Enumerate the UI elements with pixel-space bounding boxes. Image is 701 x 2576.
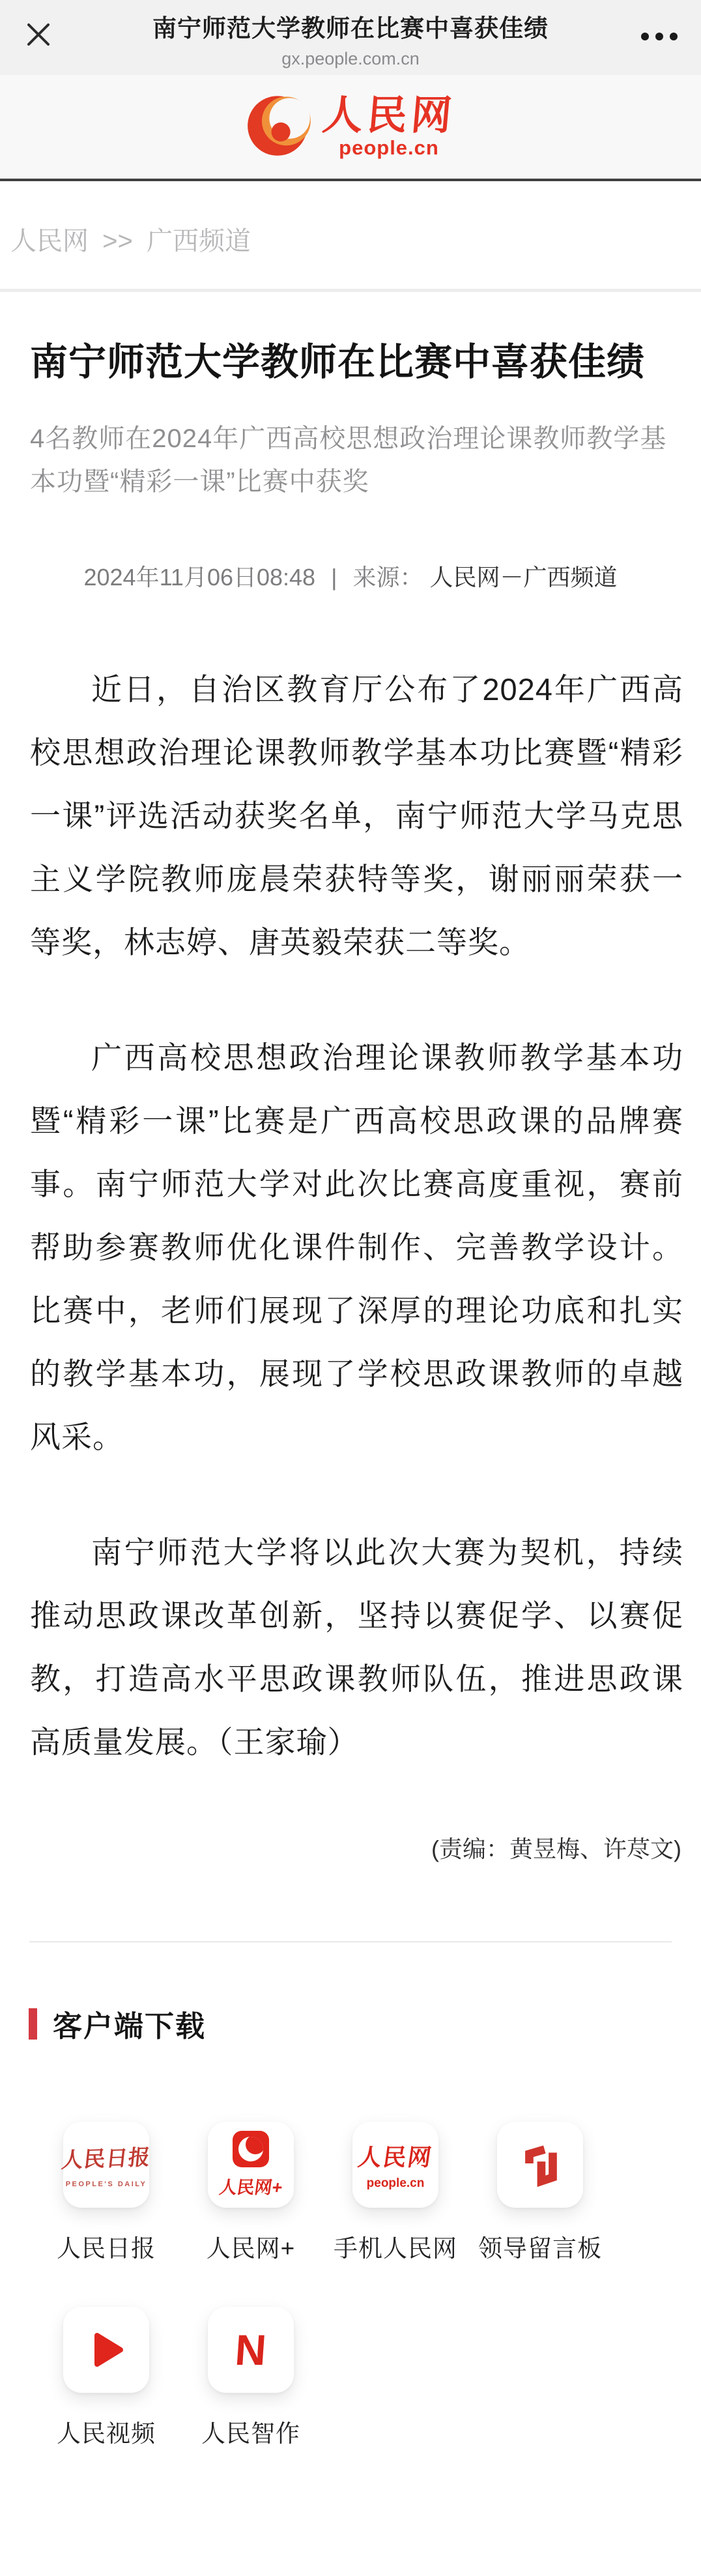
article-subtitle: 4名教师在2024年广西高校思想政治理论课教师教学基本功暨“精彩一课”比赛中获奖 [30, 424, 667, 496]
more-menu-icon[interactable] [641, 33, 678, 40]
download-section-title: 客户端下载 [53, 2010, 207, 2043]
section-divider [29, 1941, 672, 1942]
peoples-daily-app-icon [60, 2122, 152, 2208]
in-app-browser-bar [0, 0, 701, 75]
article-source[interactable]: 人民网－广西频道 [429, 564, 618, 591]
app-people-video[interactable] [34, 2307, 179, 2449]
logo-cn-text: 人民网 [321, 93, 458, 138]
app-label: 人民视频 [57, 2420, 156, 2447]
app-label: 人民智作 [201, 2420, 300, 2447]
app-download-grid [34, 2122, 701, 2449]
breadcrumb-separator: >> [102, 227, 133, 256]
source-label: 来源： [352, 564, 423, 591]
editor-note: (责编：黄昱梅、许荩文) [431, 1836, 681, 1862]
message-board-glyph-icon [516, 2141, 564, 2189]
close-icon[interactable] [22, 18, 55, 51]
people-video-app-icon [63, 2307, 149, 2393]
leader-message-board-app-icon [497, 2122, 583, 2208]
peoples-daily-calligraphy: 人民日报 [60, 2144, 152, 2172]
peoples-daily-english: PEOPLE'S DAILY [65, 2180, 147, 2188]
article-title: 南宁师范大学教师在比赛中喜获佳绩 [30, 341, 646, 383]
people-cn-plus-app-icon [208, 2122, 294, 2208]
people-cn-logo[interactable] [246, 91, 458, 162]
app-label: 手机人民网 [334, 2235, 457, 2262]
mobile-people-cn-text: 人民网 [356, 2143, 435, 2171]
logo-en-text: people.cn [339, 136, 439, 159]
breadcrumb-channel[interactable]: 广西频道 [146, 227, 251, 256]
zhizuo-n-glyph: N [233, 2326, 268, 2374]
article-paragraph: 广西高校思想政治理论课教师教学基本功暨“精彩一课”比赛是广西高校思政课的品牌赛事。南宁师范大学对此次比赛高度重视，赛前帮助参赛教师优化课件制作、完善教学设计。比赛中，老师们展现了深厚的理论功底和扎实的教学基本功，展现了学校思政课教师的卓越风采。 [30, 1040, 683, 1454]
app-mobile-people-cn[interactable] [323, 2122, 468, 2264]
article-body [0, 658, 701, 1774]
article-meta [0, 559, 701, 593]
download-section-header [29, 2002, 701, 2045]
breadcrumb-site[interactable]: 人民网 [10, 227, 89, 256]
app-people-cn-plus[interactable] [179, 2122, 323, 2264]
article-paragraph: 近日，自治区教育厅公布了2024年广西高校思想政治理论课教师教学基本功比赛暨“精彩一课”评选活动获奖名单，南宁师范大学马克思主义学院教师庞晨荣获特等奖，谢丽丽荣获一等奖，林志婷、唐英毅荣获二等奖。 [30, 672, 683, 959]
app-peoples-daily[interactable] [34, 2122, 179, 2264]
page-url: gx.people.com.cn [281, 49, 420, 68]
people-cn-plus-badge-icon [233, 2131, 269, 2167]
app-label: 人民日报 [57, 2235, 156, 2262]
meta-separator: | [331, 564, 337, 591]
mobile-people-cn-domain: people.cn [366, 2176, 425, 2190]
site-header [0, 75, 701, 181]
page-title: 南宁师范大学教师在比赛中喜获佳绩 [152, 15, 549, 42]
play-icon [83, 2326, 130, 2373]
breadcrumb [0, 181, 701, 292]
people-cn-ball-icon [246, 91, 313, 162]
app-label: 领导留言板 [478, 2235, 602, 2262]
section-marker [29, 2008, 37, 2040]
article-paragraph: 南宁师范大学将以此次大赛为契机，持续推动思政课改革创新，坚持以赛促学、以赛促教，打造高水平思政课教师队伍，推进思政课高质量发展。（王家瑜） [30, 1535, 683, 1759]
mobile-people-cn-app-icon [352, 2122, 438, 2208]
article-date: 2024年11月06日08:48 [83, 564, 316, 591]
app-label: 人民网+ [206, 2235, 296, 2262]
app-people-zhizuo[interactable] [179, 2307, 323, 2449]
app-leader-message-board[interactable] [468, 2122, 612, 2264]
people-zhizuo-app-icon [208, 2307, 294, 2393]
people-cn-plus-text: 人民网+ [218, 2178, 284, 2197]
